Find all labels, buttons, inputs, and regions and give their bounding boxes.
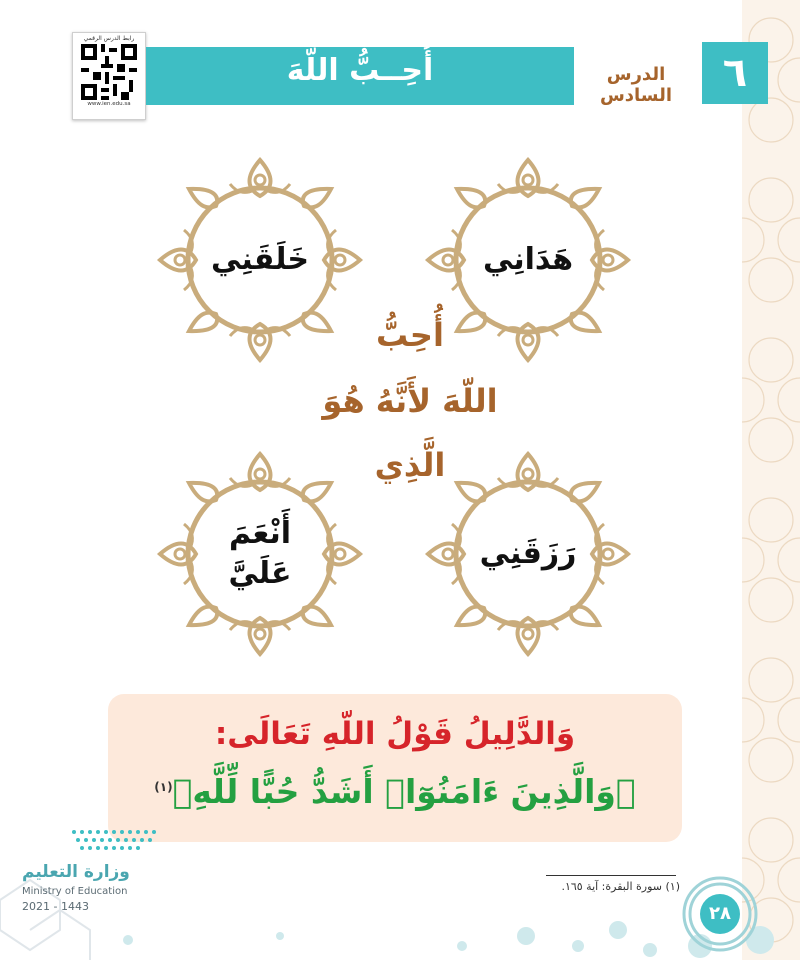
- vision-logo-icon: [64, 824, 164, 858]
- ministry-year: 2021 - 1443: [22, 900, 89, 913]
- lesson-title: أُحِــبُّ اللّهَ: [286, 53, 434, 88]
- frame-word-line: عَلَيَّ: [228, 556, 292, 591]
- center-line-2: اللّهَ لأَنَّهُ هُوَ: [322, 382, 498, 420]
- ministry-name-ar: وزارة التعليم: [22, 862, 130, 882]
- lesson-number-badge: ٦: [702, 42, 768, 104]
- quran-verse: [108, 772, 682, 811]
- lesson-label: الدرس السادس: [599, 64, 673, 106]
- title-bar: [146, 47, 574, 105]
- frame-word: خَلَقَنِي: [210, 241, 310, 277]
- footnote: (١) سورة البقرة: آية ١٦٥.: [561, 880, 680, 893]
- center-line-1: أُحِبُّ: [376, 316, 444, 354]
- verse-text: ﴿وَالَّذِينَ ءَامَنُوٓا۟ أَشَدُّ حُبًّا لِّلَّهِ﴾: [172, 772, 636, 811]
- qr-url: www.ien.edu.sa: [87, 101, 131, 107]
- evidence-box: [108, 694, 682, 842]
- evidence-title: وَالدَّلِيلُ قَوْلُ اللّهِ تَعَالَى:: [214, 716, 576, 752]
- verse-ref-mark: (١): [154, 780, 173, 794]
- page-number: ٢٨: [700, 894, 740, 934]
- qr-label: رابط الدرس الرقمي: [83, 35, 135, 42]
- qr-code-image: [81, 44, 137, 100]
- ministry-name-en: Ministry of Education: [22, 886, 128, 897]
- footnote-divider: [546, 875, 676, 876]
- frame-word: رَزَقَنِي: [479, 535, 577, 571]
- frame-word: هَدَانِي: [482, 241, 574, 277]
- center-line-3: الَّذِي: [374, 446, 446, 484]
- qr-code-card[interactable]: [72, 32, 146, 120]
- frame-word-line: أَنْعَمَ: [229, 515, 292, 551]
- side-decoration: [742, 0, 800, 960]
- ministry-logo: [4, 824, 154, 954]
